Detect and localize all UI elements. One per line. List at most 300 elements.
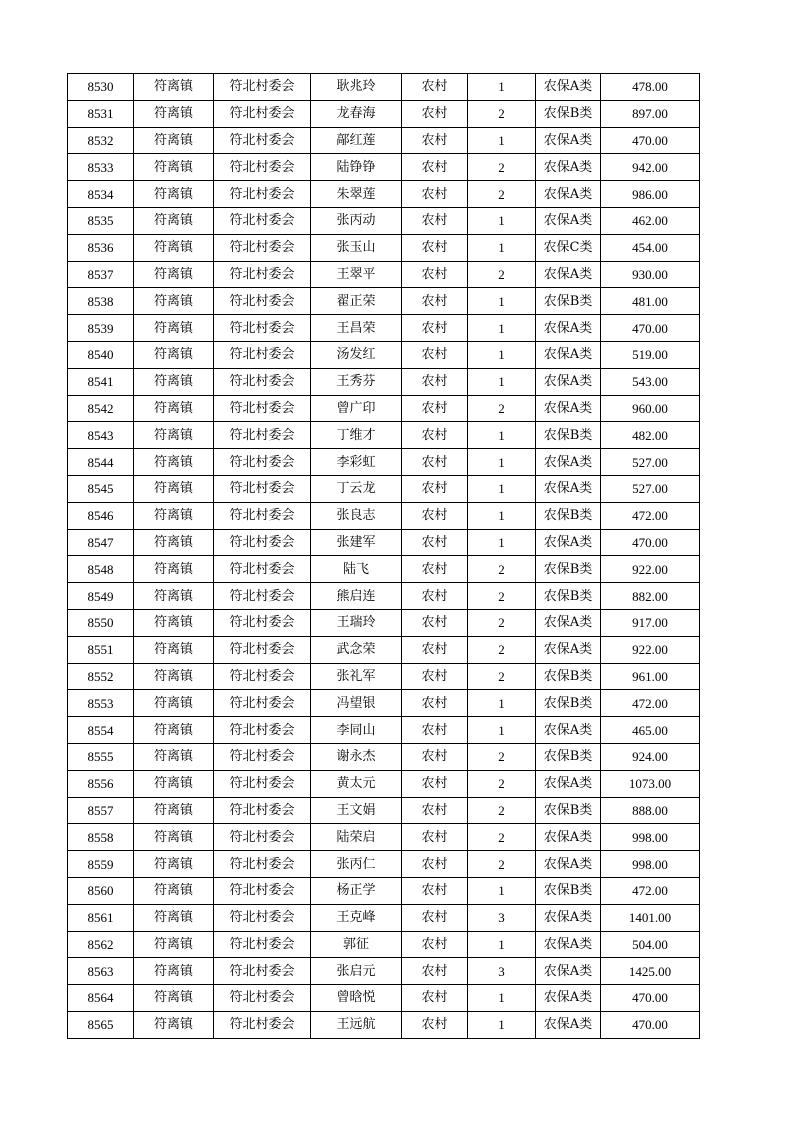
village-committee-cell: 符北村委会 — [214, 636, 311, 663]
person-name-cell: 鄗红莲 — [311, 127, 402, 154]
person-name-cell: 谢永杰 — [311, 743, 402, 770]
household-size-cell: 2 — [468, 181, 536, 208]
record-id-cell: 8539 — [68, 315, 134, 342]
insurance-category-cell: 农保B类 — [536, 877, 601, 904]
amount-cell: 472.00 — [601, 690, 700, 717]
person-name-cell: 张丙动 — [311, 207, 402, 234]
household-size-cell: 1 — [468, 449, 536, 476]
area-type-cell: 农村 — [402, 851, 468, 878]
amount-cell: 472.00 — [601, 502, 700, 529]
amount-cell: 1073.00 — [601, 770, 700, 797]
person-name-cell: 王文娟 — [311, 797, 402, 824]
insurance-category-cell: 农保A类 — [536, 261, 601, 288]
amount-cell: 470.00 — [601, 985, 700, 1012]
person-name-cell: 王克峰 — [311, 904, 402, 931]
town-cell: 符离镇 — [134, 449, 214, 476]
person-name-cell: 冯望银 — [311, 690, 402, 717]
household-size-cell: 2 — [468, 261, 536, 288]
village-committee-cell: 符北村委会 — [214, 958, 311, 985]
table-row — [68, 717, 700, 744]
village-committee-cell: 符北村委会 — [214, 234, 311, 261]
area-type-cell: 农村 — [402, 422, 468, 449]
area-type-cell: 农村 — [402, 743, 468, 770]
village-committee-cell: 符北村委会 — [214, 770, 311, 797]
town-cell: 符离镇 — [134, 502, 214, 529]
village-committee-cell: 符北村委会 — [214, 341, 311, 368]
person-name-cell: 翟正荣 — [311, 288, 402, 315]
village-committee-cell: 符北村委会 — [214, 181, 311, 208]
person-name-cell: 陆荣启 — [311, 824, 402, 851]
town-cell: 符离镇 — [134, 261, 214, 288]
amount-cell: 961.00 — [601, 663, 700, 690]
record-id-cell: 8558 — [68, 824, 134, 851]
area-type-cell: 农村 — [402, 154, 468, 181]
record-id-cell: 8559 — [68, 851, 134, 878]
area-type-cell: 农村 — [402, 797, 468, 824]
village-committee-cell: 符北村委会 — [214, 556, 311, 583]
household-size-cell: 1 — [468, 234, 536, 261]
record-id-cell: 8561 — [68, 904, 134, 931]
village-committee-cell: 符北村委会 — [214, 1011, 311, 1038]
table-row — [68, 1011, 700, 1038]
amount-cell: 470.00 — [601, 1011, 700, 1038]
area-type-cell: 农村 — [402, 985, 468, 1012]
household-size-cell: 1 — [468, 127, 536, 154]
insurance-category-cell: 农保A类 — [536, 127, 601, 154]
person-name-cell: 王远航 — [311, 1011, 402, 1038]
amount-cell: 998.00 — [601, 851, 700, 878]
town-cell: 符离镇 — [134, 690, 214, 717]
area-type-cell: 农村 — [402, 663, 468, 690]
town-cell: 符离镇 — [134, 154, 214, 181]
record-id-cell: 8555 — [68, 743, 134, 770]
household-size-cell: 2 — [468, 663, 536, 690]
village-committee-cell: 符北村委会 — [214, 207, 311, 234]
amount-cell: 998.00 — [601, 824, 700, 851]
record-id-cell: 8538 — [68, 288, 134, 315]
household-size-cell: 1 — [468, 422, 536, 449]
town-cell: 符离镇 — [134, 234, 214, 261]
village-committee-cell: 符北村委会 — [214, 985, 311, 1012]
village-committee-cell: 符北村委会 — [214, 475, 311, 502]
village-committee-cell: 符北村委会 — [214, 797, 311, 824]
area-type-cell: 农村 — [402, 74, 468, 101]
town-cell: 符离镇 — [134, 583, 214, 610]
insurance-category-cell: 农保B类 — [536, 288, 601, 315]
person-name-cell: 郭征 — [311, 931, 402, 958]
household-size-cell: 2 — [468, 556, 536, 583]
amount-cell: 454.00 — [601, 234, 700, 261]
household-size-cell: 1 — [468, 717, 536, 744]
insurance-category-cell: 农保A类 — [536, 395, 601, 422]
insurance-category-cell: 农保A类 — [536, 181, 601, 208]
area-type-cell: 农村 — [402, 181, 468, 208]
area-type-cell: 农村 — [402, 824, 468, 851]
person-name-cell: 龙春海 — [311, 100, 402, 127]
table-row — [68, 395, 700, 422]
area-type-cell: 农村 — [402, 315, 468, 342]
table-row — [68, 663, 700, 690]
town-cell: 符离镇 — [134, 368, 214, 395]
insurance-category-cell: 农保B类 — [536, 583, 601, 610]
area-type-cell: 农村 — [402, 449, 468, 476]
town-cell: 符离镇 — [134, 74, 214, 101]
area-type-cell: 农村 — [402, 556, 468, 583]
table-row — [68, 315, 700, 342]
area-type-cell: 农村 — [402, 475, 468, 502]
amount-cell: 543.00 — [601, 368, 700, 395]
table-row — [68, 556, 700, 583]
person-name-cell: 王瑞玲 — [311, 609, 402, 636]
insurance-category-cell: 农保B类 — [536, 690, 601, 717]
village-committee-cell: 符北村委会 — [214, 609, 311, 636]
household-size-cell: 2 — [468, 797, 536, 824]
town-cell: 符离镇 — [134, 770, 214, 797]
insurance-category-cell: 农保B类 — [536, 556, 601, 583]
household-size-cell: 1 — [468, 475, 536, 502]
household-size-cell: 1 — [468, 877, 536, 904]
town-cell: 符离镇 — [134, 851, 214, 878]
insurance-category-cell: 农保A类 — [536, 475, 601, 502]
area-type-cell: 农村 — [402, 288, 468, 315]
table-row — [68, 181, 700, 208]
village-committee-cell: 符北村委会 — [214, 583, 311, 610]
table-row — [68, 904, 700, 931]
household-size-cell: 2 — [468, 395, 536, 422]
household-size-cell: 1 — [468, 1011, 536, 1038]
household-size-cell: 2 — [468, 100, 536, 127]
table-row — [68, 851, 700, 878]
household-size-cell: 3 — [468, 958, 536, 985]
town-cell: 符离镇 — [134, 395, 214, 422]
person-name-cell: 汤发红 — [311, 341, 402, 368]
amount-cell: 478.00 — [601, 74, 700, 101]
record-id-cell: 8530 — [68, 74, 134, 101]
amount-cell: 482.00 — [601, 422, 700, 449]
town-cell: 符离镇 — [134, 904, 214, 931]
area-type-cell: 农村 — [402, 583, 468, 610]
record-id-cell: 8546 — [68, 502, 134, 529]
household-size-cell: 3 — [468, 904, 536, 931]
person-name-cell: 张建军 — [311, 529, 402, 556]
amount-cell: 960.00 — [601, 395, 700, 422]
person-name-cell: 丁维才 — [311, 422, 402, 449]
village-committee-cell: 符北村委会 — [214, 74, 311, 101]
household-size-cell: 1 — [468, 529, 536, 556]
record-id-cell: 8537 — [68, 261, 134, 288]
record-id-cell: 8532 — [68, 127, 134, 154]
town-cell: 符离镇 — [134, 288, 214, 315]
town-cell: 符离镇 — [134, 100, 214, 127]
village-committee-cell: 符北村委会 — [214, 154, 311, 181]
table-row — [68, 770, 700, 797]
insurance-category-cell: 农保A类 — [536, 1011, 601, 1038]
area-type-cell: 农村 — [402, 261, 468, 288]
area-type-cell: 农村 — [402, 368, 468, 395]
insurance-category-cell: 农保C类 — [536, 234, 601, 261]
person-name-cell: 李同山 — [311, 717, 402, 744]
table-row — [68, 690, 700, 717]
amount-cell: 527.00 — [601, 475, 700, 502]
insurance-category-cell: 农保A类 — [536, 985, 601, 1012]
household-size-cell: 2 — [468, 583, 536, 610]
insurance-category-cell: 农保A类 — [536, 74, 601, 101]
village-committee-cell: 符北村委会 — [214, 931, 311, 958]
person-name-cell: 曾广印 — [311, 395, 402, 422]
area-type-cell: 农村 — [402, 395, 468, 422]
record-id-cell: 8547 — [68, 529, 134, 556]
town-cell: 符离镇 — [134, 127, 214, 154]
person-name-cell: 陆飞 — [311, 556, 402, 583]
record-id-cell: 8563 — [68, 958, 134, 985]
village-committee-cell: 符北村委会 — [214, 743, 311, 770]
area-type-cell: 农村 — [402, 609, 468, 636]
record-id-cell: 8562 — [68, 931, 134, 958]
insurance-category-cell: 农保A类 — [536, 341, 601, 368]
household-size-cell: 1 — [468, 74, 536, 101]
insurance-category-cell: 农保B类 — [536, 100, 601, 127]
amount-cell: 897.00 — [601, 100, 700, 127]
person-name-cell: 李彩虹 — [311, 449, 402, 476]
village-committee-cell: 符北村委会 — [214, 904, 311, 931]
record-id-cell: 8552 — [68, 663, 134, 690]
record-id-cell: 8531 — [68, 100, 134, 127]
insurance-category-cell: 农保A类 — [536, 770, 601, 797]
table-row — [68, 127, 700, 154]
insurance-category-cell: 农保A类 — [536, 824, 601, 851]
person-name-cell: 熊启连 — [311, 583, 402, 610]
table-row — [68, 154, 700, 181]
person-name-cell: 王翠平 — [311, 261, 402, 288]
household-size-cell: 2 — [468, 743, 536, 770]
insurance-category-cell: 农保A类 — [536, 931, 601, 958]
amount-cell: 1401.00 — [601, 904, 700, 931]
area-type-cell: 农村 — [402, 341, 468, 368]
person-name-cell: 王昌荣 — [311, 315, 402, 342]
household-size-cell: 1 — [468, 207, 536, 234]
person-name-cell: 王秀芬 — [311, 368, 402, 395]
insurance-category-cell: 农保A类 — [536, 154, 601, 181]
area-type-cell: 农村 — [402, 502, 468, 529]
amount-cell: 924.00 — [601, 743, 700, 770]
person-name-cell: 朱翠莲 — [311, 181, 402, 208]
town-cell: 符离镇 — [134, 609, 214, 636]
insurance-category-cell: 农保A类 — [536, 717, 601, 744]
household-size-cell: 1 — [468, 341, 536, 368]
town-cell: 符离镇 — [134, 824, 214, 851]
village-committee-cell: 符北村委会 — [214, 422, 311, 449]
table-row — [68, 609, 700, 636]
record-id-cell: 8536 — [68, 234, 134, 261]
household-size-cell: 1 — [468, 315, 536, 342]
town-cell: 符离镇 — [134, 556, 214, 583]
area-type-cell: 农村 — [402, 127, 468, 154]
household-size-cell: 2 — [468, 609, 536, 636]
village-committee-cell: 符北村委会 — [214, 261, 311, 288]
area-type-cell: 农村 — [402, 690, 468, 717]
insurance-category-cell: 农保B类 — [536, 422, 601, 449]
area-type-cell: 农村 — [402, 877, 468, 904]
table-row — [68, 288, 700, 315]
amount-cell: 462.00 — [601, 207, 700, 234]
table-row — [68, 341, 700, 368]
household-size-cell: 2 — [468, 636, 536, 663]
record-id-cell: 8544 — [68, 449, 134, 476]
table-row — [68, 877, 700, 904]
amount-cell: 481.00 — [601, 288, 700, 315]
village-committee-cell: 符北村委会 — [214, 851, 311, 878]
town-cell: 符离镇 — [134, 181, 214, 208]
table-row — [68, 824, 700, 851]
amount-cell: 986.00 — [601, 181, 700, 208]
person-name-cell: 曾晗悦 — [311, 985, 402, 1012]
town-cell: 符离镇 — [134, 743, 214, 770]
amount-cell: 882.00 — [601, 583, 700, 610]
table-row — [68, 958, 700, 985]
town-cell: 符离镇 — [134, 931, 214, 958]
insurance-category-cell: 农保A类 — [536, 958, 601, 985]
town-cell: 符离镇 — [134, 341, 214, 368]
area-type-cell: 农村 — [402, 770, 468, 797]
village-committee-cell: 符北村委会 — [214, 395, 311, 422]
table-body — [68, 74, 700, 1039]
household-size-cell: 1 — [468, 288, 536, 315]
town-cell: 符离镇 — [134, 958, 214, 985]
insurance-category-cell: 农保A类 — [536, 636, 601, 663]
record-id-cell: 8549 — [68, 583, 134, 610]
table-row — [68, 931, 700, 958]
area-type-cell: 农村 — [402, 904, 468, 931]
amount-cell: 470.00 — [601, 529, 700, 556]
amount-cell: 922.00 — [601, 556, 700, 583]
record-id-cell: 8543 — [68, 422, 134, 449]
record-id-cell: 8548 — [68, 556, 134, 583]
amount-cell: 465.00 — [601, 717, 700, 744]
insurance-category-cell: 农保A类 — [536, 449, 601, 476]
record-id-cell: 8550 — [68, 609, 134, 636]
household-size-cell: 2 — [468, 154, 536, 181]
town-cell: 符离镇 — [134, 985, 214, 1012]
village-committee-cell: 符北村委会 — [214, 824, 311, 851]
amount-cell: 472.00 — [601, 877, 700, 904]
record-id-cell: 8533 — [68, 154, 134, 181]
insurance-category-cell: 农保A类 — [536, 904, 601, 931]
area-type-cell: 农村 — [402, 1011, 468, 1038]
insurance-category-cell: 农保B类 — [536, 663, 601, 690]
record-id-cell: 8551 — [68, 636, 134, 663]
insurance-category-cell: 农保A类 — [536, 207, 601, 234]
town-cell: 符离镇 — [134, 797, 214, 824]
table-row — [68, 529, 700, 556]
household-size-cell: 1 — [468, 931, 536, 958]
insurance-category-cell: 农保A类 — [536, 529, 601, 556]
village-committee-cell: 符北村委会 — [214, 288, 311, 315]
amount-cell: 527.00 — [601, 449, 700, 476]
record-id-cell: 8560 — [68, 877, 134, 904]
record-id-cell: 8535 — [68, 207, 134, 234]
area-type-cell: 农村 — [402, 529, 468, 556]
village-committee-cell: 符北村委会 — [214, 717, 311, 744]
amount-cell: 470.00 — [601, 127, 700, 154]
village-committee-cell: 符北村委会 — [214, 368, 311, 395]
person-name-cell: 张礼军 — [311, 663, 402, 690]
record-id-cell: 8564 — [68, 985, 134, 1012]
amount-cell: 519.00 — [601, 341, 700, 368]
record-id-cell: 8556 — [68, 770, 134, 797]
person-name-cell: 张良志 — [311, 502, 402, 529]
amount-cell: 504.00 — [601, 931, 700, 958]
person-name-cell: 耿兆玲 — [311, 74, 402, 101]
amount-cell: 1425.00 — [601, 958, 700, 985]
village-committee-cell: 符北村委会 — [214, 663, 311, 690]
table-row — [68, 368, 700, 395]
village-committee-cell: 符北村委会 — [214, 100, 311, 127]
table-row — [68, 207, 700, 234]
household-size-cell: 1 — [468, 985, 536, 1012]
table-row — [68, 985, 700, 1012]
area-type-cell: 农村 — [402, 100, 468, 127]
table-row — [68, 502, 700, 529]
record-id-cell: 8554 — [68, 717, 134, 744]
record-id-cell: 8557 — [68, 797, 134, 824]
village-committee-cell: 符北村委会 — [214, 502, 311, 529]
household-size-cell: 2 — [468, 824, 536, 851]
village-committee-cell: 符北村委会 — [214, 449, 311, 476]
person-name-cell: 丁云龙 — [311, 475, 402, 502]
table-row — [68, 583, 700, 610]
village-committee-cell: 符北村委会 — [214, 315, 311, 342]
household-size-cell: 2 — [468, 851, 536, 878]
amount-cell: 470.00 — [601, 315, 700, 342]
insurance-category-cell: 农保B类 — [536, 743, 601, 770]
town-cell: 符离镇 — [134, 529, 214, 556]
town-cell: 符离镇 — [134, 475, 214, 502]
record-id-cell: 8565 — [68, 1011, 134, 1038]
village-committee-cell: 符北村委会 — [214, 877, 311, 904]
town-cell: 符离镇 — [134, 1011, 214, 1038]
insurance-category-cell: 农保A类 — [536, 609, 601, 636]
insurance-category-cell: 农保A类 — [536, 368, 601, 395]
person-name-cell: 张玉山 — [311, 234, 402, 261]
insurance-category-cell: 农保B类 — [536, 797, 601, 824]
town-cell: 符离镇 — [134, 717, 214, 744]
record-id-cell: 8541 — [68, 368, 134, 395]
area-type-cell: 农村 — [402, 207, 468, 234]
village-committee-cell: 符北村委会 — [214, 127, 311, 154]
insurance-category-cell: 农保A类 — [536, 315, 601, 342]
record-id-cell: 8545 — [68, 475, 134, 502]
household-size-cell: 1 — [468, 502, 536, 529]
area-type-cell: 农村 — [402, 636, 468, 663]
town-cell: 符离镇 — [134, 663, 214, 690]
table-row — [68, 475, 700, 502]
table-row — [68, 422, 700, 449]
record-id-cell: 8540 — [68, 341, 134, 368]
village-committee-cell: 符北村委会 — [214, 690, 311, 717]
table-row — [68, 797, 700, 824]
data-table — [67, 73, 700, 1039]
table-row — [68, 261, 700, 288]
record-id-cell: 8553 — [68, 690, 134, 717]
person-name-cell: 张丙仁 — [311, 851, 402, 878]
village-committee-cell: 符北村委会 — [214, 529, 311, 556]
person-name-cell: 黄太元 — [311, 770, 402, 797]
table-row — [68, 234, 700, 261]
amount-cell: 942.00 — [601, 154, 700, 181]
amount-cell: 930.00 — [601, 261, 700, 288]
area-type-cell: 农村 — [402, 958, 468, 985]
table-row — [68, 100, 700, 127]
